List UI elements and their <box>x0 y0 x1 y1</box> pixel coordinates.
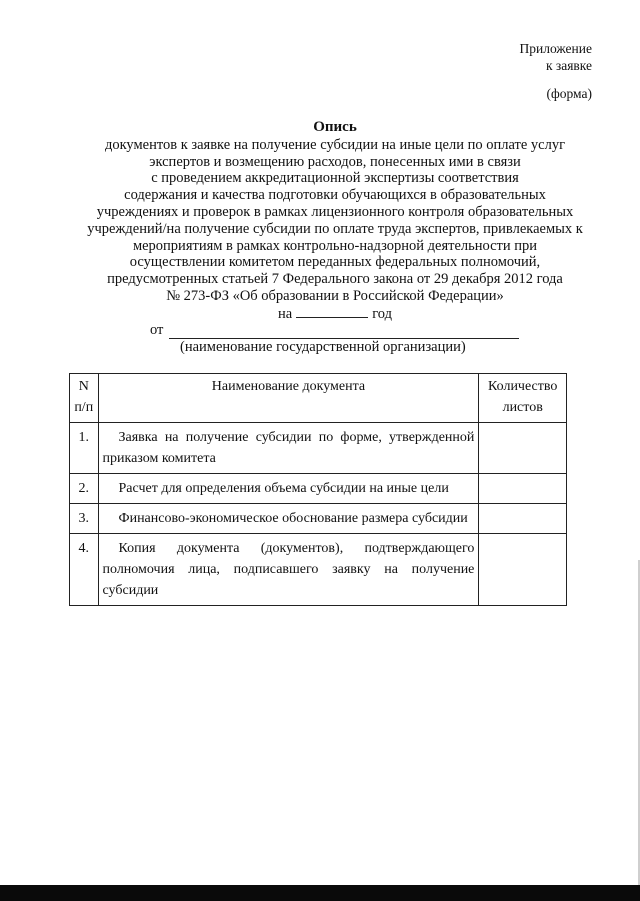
title-line: учреждений/на получение субсидии по оплате труда экспертов, привлекаемых к <box>87 220 583 237</box>
organization-line <box>150 322 519 339</box>
row-sheet-count[interactable] <box>479 474 567 504</box>
title-line: учреждениях и проверок в рамках лицензионного контроля образовательных <box>96 203 574 220</box>
row-document-name <box>98 474 479 504</box>
row-document-name-text: Заявка на получение субсидии по форме, утвержденной приказом комитета <box>102 430 475 466</box>
table-row <box>70 504 567 534</box>
documents-table <box>69 373 567 606</box>
row-sheet-count[interactable] <box>479 504 567 534</box>
row-number: 3. <box>70 504 99 534</box>
row-sheet-count[interactable] <box>479 534 567 606</box>
row-document-name <box>98 423 479 474</box>
header-sheet-count <box>479 374 567 423</box>
header-number-line-2: п/п <box>74 400 94 415</box>
row-number: 4. <box>70 534 99 606</box>
year-prefix: на <box>278 306 293 322</box>
row-document-name <box>98 534 479 606</box>
row-number: 1. <box>70 423 99 474</box>
row-document-name-text: Копия документа (документов), подтверждающего полномочия лица, подписавшего заявку на получение субсидии <box>102 541 475 598</box>
title-line: документов к заявке на получение субсидии на иные цели по оплате услуг <box>104 136 566 153</box>
header-count-line-1: Количество <box>488 379 558 394</box>
title-line: предусмотренных статьей 7 Федерального закона от 29 декабря 2012 года <box>107 271 563 288</box>
table-header-row <box>70 374 567 423</box>
table-row <box>70 423 567 474</box>
year-blank-field[interactable] <box>296 304 368 318</box>
row-document-name <box>98 504 479 534</box>
row-sheet-count[interactable] <box>479 423 567 474</box>
table-row <box>70 534 567 606</box>
title-line: мероприятиям в рамках контрольно-надзорной деятельности при <box>132 237 538 254</box>
organization-caption: (наименование государственной организации) <box>180 339 466 355</box>
header-count-line-2: листов <box>502 400 543 415</box>
appendix-note <box>520 40 592 74</box>
year-line <box>60 304 610 323</box>
form-label: (форма) <box>546 86 592 101</box>
header-document-name <box>98 374 479 423</box>
title-line: с проведением аккредитационной экспертизы соответствия <box>151 170 519 187</box>
organization-blank-field[interactable] <box>169 324 519 339</box>
document-title: Опись <box>313 119 357 135</box>
row-number: 2. <box>70 474 99 504</box>
title-line: содержания и качества подготовки обучающихся в образовательных <box>124 187 546 204</box>
appendix-line-2: к заявке <box>545 58 592 73</box>
header-number-line-1: N <box>78 379 89 394</box>
header-document-name-text: Наименование документа <box>211 379 366 394</box>
row-document-name-text: Финансово-экономическое обоснование размера субсидии <box>118 511 468 526</box>
title-line: № 273-ФЗ «Об образовании в Российской Федерации» <box>166 287 504 304</box>
title-line: экспертов и возмещению расходов, понесенных ими в связи <box>149 153 521 170</box>
table-row <box>70 474 567 504</box>
from-label: от <box>150 322 164 338</box>
appendix-line-1: Приложение <box>519 41 592 56</box>
row-document-name-text: Расчет для определения объема субсидии на иные цели <box>118 481 449 496</box>
scan-bottom-border <box>0 885 640 901</box>
title-block <box>60 119 610 305</box>
title-line: осуществлении комитетом переданных федеральных полномочий, <box>129 254 541 271</box>
header-number <box>70 374 99 423</box>
year-suffix: год <box>372 306 392 322</box>
